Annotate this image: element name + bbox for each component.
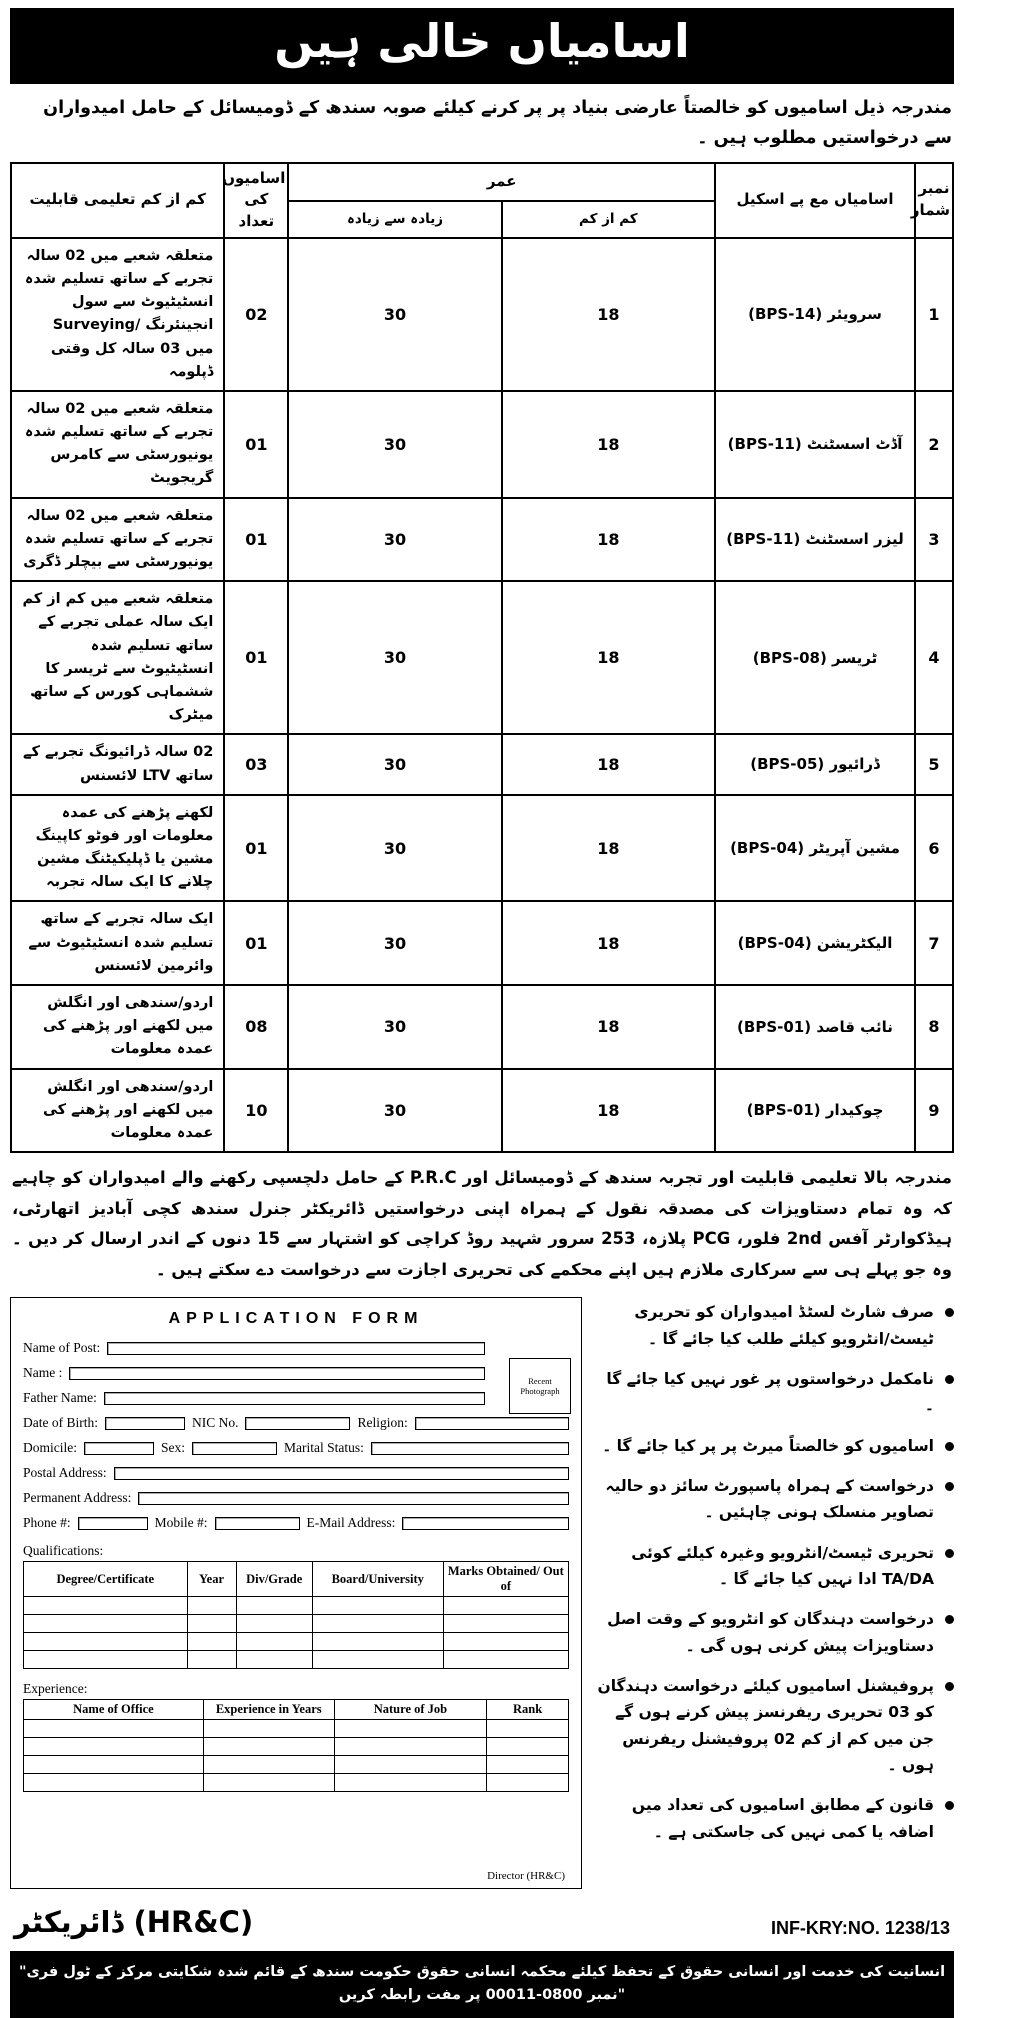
- job-serial: 4: [915, 581, 953, 734]
- exp-cell[interactable]: [203, 1756, 334, 1774]
- exp-cell[interactable]: [24, 1738, 204, 1756]
- qual-cell[interactable]: [312, 1615, 443, 1633]
- job-count: 08: [224, 985, 288, 1069]
- qualifications-empty-row: [24, 1597, 569, 1615]
- job-row: [11, 238, 953, 391]
- name-of-post-input[interactable]: [107, 1342, 485, 1355]
- field-label-nic-no: NIC No.: [191, 1415, 239, 1431]
- qualifications-empty-row: [24, 1615, 569, 1633]
- date-of-birth-input[interactable]: [105, 1417, 185, 1430]
- qual-header-board: Board/University: [312, 1562, 443, 1597]
- condition-text: پروفیشنل اسامیوں کیلئے درخواست دہندگان کو 03 تحریری ریفرنسز پیش کرنے ہوں گے جن میں کم از کم 02 پروفیشنل ریفرنس ہوں ۔: [597, 1676, 934, 1774]
- form-row-name-of-post: [23, 1340, 485, 1356]
- job-row: [11, 391, 953, 498]
- application-address-paragraph: مندرجہ بالا تعلیمی قابلیت اور تجربہ سندھ کے ڈومیسائل اور P.R.C کے حامل دلچسپی رکھنے والے امیدواران کو چاہیے کہ وہ تمام دستاویزات کی مصدقہ نقول کے ہمراہ اپنی درخواستیں ڈائریکٹر جنرل سندھ کچی آبادیز اتھارٹی، ہیڈکوارٹر آفس 2nd فلور، PCG پلازہ، 253 سرور شہید روڈ کراچی کو اشتہار سے 15 دنوں کے اندر ارسال کر دیں ۔ وہ جو پہلے ہی سے سرکاری ملازم ہیں اپنے محکمے کی تحریری اجازت سے درخواست دے سکتے ہیں ۔: [12, 1168, 952, 1279]
- job-row: [11, 901, 953, 985]
- job-age-min: 18: [502, 985, 715, 1069]
- exp-cell[interactable]: [24, 1774, 204, 1792]
- qualifications-empty-row: [24, 1633, 569, 1651]
- form-row-permanent-address: [23, 1490, 569, 1506]
- job-age-min: 18: [502, 238, 715, 391]
- condition-text: قانون کے مطابق اسامیوں کی تعداد میں اضافہ یا کمی نہیں کی جاسکتی ہے ۔: [631, 1796, 934, 1841]
- field-label-name-of-post: Name of Post:: [23, 1340, 101, 1356]
- name-input[interactable]: [69, 1367, 485, 1380]
- form-row-dob-nic-religion: [23, 1415, 569, 1431]
- job-qualification: متعلقہ شعبے میں 02 سالہ تجربے کے ساتھ تسلیم شدہ یونیورسٹی سے کامرس گریجویٹ: [11, 391, 224, 498]
- job-serial: 6: [915, 795, 953, 902]
- condition-item: [596, 1299, 954, 1352]
- job-age-min: 18: [502, 901, 715, 985]
- job-age-min: 18: [502, 795, 715, 902]
- job-age-min: 18: [502, 1069, 715, 1153]
- field-label-religion: Religion:: [357, 1415, 408, 1431]
- header-age-max: زیادہ سے زیادہ: [288, 201, 501, 237]
- job-age-max: 30: [288, 581, 501, 734]
- qual-cell[interactable]: [312, 1597, 443, 1615]
- footer-row: [14, 1905, 950, 1939]
- bullet-icon: [945, 1682, 954, 1691]
- form-row-domicile-sex-marital: [23, 1440, 569, 1456]
- experience-empty-row: [24, 1756, 569, 1774]
- field-label-email: E-Mail Address:: [306, 1515, 396, 1531]
- exp-cell[interactable]: [487, 1720, 569, 1738]
- condition-item: [596, 1473, 954, 1526]
- experience-table: [23, 1699, 569, 1792]
- field-label-date-of-birth: Date of Birth:: [23, 1415, 98, 1431]
- job-position: نائب قاصد (BPS-01): [715, 985, 915, 1069]
- job-row: [11, 795, 953, 902]
- bullet-icon: [945, 1615, 954, 1624]
- condition-text: تحریری ٹیسٹ/انٹرویو وغیرہ کیلئے کوئی TA/DA ادا نہیں کیا جائے گا ۔: [631, 1543, 934, 1588]
- exp-header-rank: Rank: [487, 1700, 569, 1720]
- job-qualification: متعلقہ شعبے میں 02 سالہ تجربے کے ساتھ تسلیم شدہ انسٹیٹیوٹ سے سول انجینئرنگ /Surveying میں 03 سالہ کل وقتی ڈپلومہ: [11, 238, 224, 391]
- header-age: عمر: [288, 163, 715, 202]
- photo-box: [509, 1358, 571, 1414]
- exp-cell[interactable]: [334, 1738, 487, 1756]
- condition-item: [596, 1673, 954, 1778]
- job-age-min: 18: [502, 498, 715, 582]
- job-qualification: متعلقہ شعبے میں 02 سالہ تجربے کے ساتھ تسلیم شدہ یونیورسٹی سے بیچلر ڈگری: [11, 498, 224, 582]
- qual-cell[interactable]: [312, 1651, 443, 1669]
- photo-box-label: Recent Photograph: [520, 1375, 560, 1397]
- job-qualification: 02 سالہ ڈرائیونگ تجربے کے ساتھ LTV لائسنس: [11, 734, 224, 794]
- job-serial: 8: [915, 985, 953, 1069]
- application-form: [10, 1297, 582, 1889]
- job-row: [11, 734, 953, 794]
- job-serial: 5: [915, 734, 953, 794]
- intro-text: مندرجہ ذیل اسامیوں کو خالصتاً عارضی بنیاد پر پر کرنے کیلئے صوبہ سندھ کے ڈومیسائل کے حامل امیدواران سے درخواستیں مطلوب ہیں ۔: [43, 98, 952, 148]
- qual-cell[interactable]: [187, 1651, 236, 1669]
- qual-cell[interactable]: [24, 1615, 188, 1633]
- job-age-max: 30: [288, 901, 501, 985]
- qual-cell[interactable]: [187, 1633, 236, 1651]
- experience-header-row: [24, 1700, 569, 1720]
- field-label-phone: Phone #:: [23, 1515, 71, 1531]
- job-age-max: 30: [288, 498, 501, 582]
- bullet-icon: [945, 1375, 954, 1384]
- exp-cell[interactable]: [487, 1774, 569, 1792]
- condition-text: صرف شارٹ لسٹڈ امیدواران کو تحریری ٹیسٹ/انٹرویو کیلئے طلب کیا جائے گا ۔: [634, 1303, 934, 1348]
- field-label-domicile: Domicile:: [23, 1440, 77, 1456]
- job-qualification: لکھنے پڑھنے کی عمدہ معلومات اور فوٹو کاپینگ مشین یا ڈپلیکیٹنگ مشین چلانے کا ایک سالہ تجربہ: [11, 795, 224, 902]
- job-position: ڈرائیور (BPS-05): [715, 734, 915, 794]
- qual-cell[interactable]: [443, 1597, 568, 1615]
- job-count: 01: [224, 795, 288, 902]
- domicile-input[interactable]: [84, 1442, 154, 1455]
- exp-header-years: Experience in Years: [203, 1700, 334, 1720]
- helpline-banner: [10, 1951, 954, 2017]
- condition-text: نامکمل درخواستوں پر غور نہیں کیا جائے گا ۔: [606, 1369, 934, 1415]
- field-label-postal-address: Postal Address:: [23, 1465, 107, 1481]
- experience-empty-row: [24, 1738, 569, 1756]
- job-position: مشین آپریٹر (BPS-04): [715, 795, 915, 902]
- form-title: APPLICATION FORM: [168, 1310, 424, 1328]
- vacancy-banner: [10, 8, 954, 84]
- qual-cell[interactable]: [236, 1615, 312, 1633]
- qualifications-empty-row: [24, 1651, 569, 1669]
- form-row-phone-mobile-email: [23, 1515, 569, 1531]
- advert-ref-number: INF-KRY:NO. 1238/13: [770, 1918, 950, 1939]
- job-age-max: 30: [288, 391, 501, 498]
- job-qualification: اردو/سندھی اور انگلش میں لکھنے اور پڑھنے کی عمدہ معلومات: [11, 1069, 224, 1153]
- job-row: [11, 1069, 953, 1153]
- helpline-banner-text: "انسانیت کی خدمت اور انسانی حقوق کے تحفظ کیلئے محکمہ انسانی حقوق حکومت سندھ کے قائم شدہ شکایتی مرکز کے ٹول فری نمبر 0800-00011 پر مفت رابطہ کریں": [18, 1964, 946, 2004]
- bullet-icon: [945, 1308, 954, 1317]
- email-input[interactable]: [402, 1517, 569, 1530]
- qual-cell[interactable]: [236, 1633, 312, 1651]
- qualifications-label: Qualifications:: [23, 1543, 104, 1559]
- nic-no-input[interactable]: [245, 1417, 350, 1430]
- qual-cell[interactable]: [187, 1597, 236, 1615]
- job-count: 01: [224, 901, 288, 985]
- bullet-icon: [945, 1801, 954, 1810]
- job-age-min: 18: [502, 734, 715, 794]
- experience-label: Experience:: [23, 1681, 88, 1697]
- job-position: آڈٹ اسسٹنٹ (BPS-11): [715, 391, 915, 498]
- job-serial: 7: [915, 901, 953, 985]
- job-age-max: 30: [288, 795, 501, 902]
- job-count: 01: [224, 581, 288, 734]
- job-age-max: 30: [288, 734, 501, 794]
- header-qualification: کم از کم تعلیمی قابلیت: [11, 163, 224, 238]
- job-row: [11, 498, 953, 582]
- marital-status-input[interactable]: [371, 1442, 569, 1455]
- job-age-max: 30: [288, 238, 501, 391]
- field-label-name: Name :: [23, 1365, 63, 1381]
- header-position: اسامیاں مع پے اسکیل: [715, 163, 915, 238]
- header-serial: نمبر شمار: [915, 163, 953, 238]
- sex-input[interactable]: [192, 1442, 277, 1455]
- job-position: الیکٹریشن (BPS-04): [715, 901, 915, 985]
- job-position: لیزر اسسٹنٹ (BPS-11): [715, 498, 915, 582]
- bullet-icon: [945, 1482, 954, 1491]
- qual-cell[interactable]: [236, 1597, 312, 1615]
- job-serial: 1: [915, 238, 953, 391]
- job-count: 03: [224, 734, 288, 794]
- condition-text: درخواست دہندگان کو انٹرویو کے وقت اصل دستاویزات پیش کرنی ہوں گی ۔: [607, 1610, 934, 1655]
- exp-cell[interactable]: [334, 1756, 487, 1774]
- job-age-min: 18: [502, 391, 715, 498]
- field-label-father-name: Father Name:: [23, 1390, 97, 1406]
- exp-cell[interactable]: [203, 1738, 334, 1756]
- mobile-input[interactable]: [215, 1517, 300, 1530]
- job-count: 01: [224, 498, 288, 582]
- exp-header-nature: Nature of Job: [334, 1700, 487, 1720]
- qual-header-marks: Marks Obtained/ Out of: [443, 1562, 568, 1597]
- jobs-header-row: [11, 163, 953, 202]
- qual-cell[interactable]: [443, 1615, 568, 1633]
- qualifications-header-row: [24, 1562, 569, 1597]
- field-label-marital-status: Marital Status:: [284, 1440, 364, 1456]
- job-qualification: اردو/سندھی اور انگلش میں لکھنے اور پڑھنے کی عمدہ معلومات: [11, 985, 224, 1069]
- conditions-list: [596, 1297, 954, 1889]
- qual-cell[interactable]: [187, 1615, 236, 1633]
- condition-item: [596, 1606, 954, 1659]
- condition-text: اسامیوں کو خالصتاً میرٹ پر پر کیا جائے گا ۔: [602, 1436, 934, 1455]
- newspaper-job-advert: [10, 8, 954, 2018]
- religion-input[interactable]: [415, 1417, 569, 1430]
- exp-cell[interactable]: [203, 1720, 334, 1738]
- job-qualification: ایک سالہ تجربے کے ساتھ تسلیم شدہ انسٹیٹیوٹ سے وائرمین لائسنس: [11, 901, 224, 985]
- qual-cell[interactable]: [24, 1651, 188, 1669]
- qual-cell[interactable]: [443, 1651, 568, 1669]
- exp-header-office: Name of Office: [24, 1700, 204, 1720]
- qual-cell[interactable]: [236, 1651, 312, 1669]
- header-age-min: کم از کم: [502, 201, 715, 237]
- qual-cell[interactable]: [24, 1597, 188, 1615]
- qualifications-table: [23, 1561, 569, 1669]
- condition-item: [596, 1540, 954, 1593]
- bullet-icon: [945, 1442, 954, 1451]
- qual-cell[interactable]: [24, 1633, 188, 1651]
- lower-section: [10, 1297, 954, 1889]
- qual-cell[interactable]: [443, 1633, 568, 1651]
- job-position: سرویئر (BPS-14): [715, 238, 915, 391]
- job-row: [11, 581, 953, 734]
- field-label-mobile: Mobile #:: [154, 1515, 208, 1531]
- exp-cell[interactable]: [487, 1738, 569, 1756]
- job-serial: 3: [915, 498, 953, 582]
- field-label-permanent-address: Permanent Address:: [23, 1490, 132, 1506]
- job-position: چوکیدار (BPS-01): [715, 1069, 915, 1153]
- postal-address-input[interactable]: [114, 1467, 569, 1480]
- job-count: 10: [224, 1069, 288, 1153]
- phone-input[interactable]: [78, 1517, 148, 1530]
- exp-cell[interactable]: [334, 1720, 487, 1738]
- exp-cell[interactable]: [487, 1756, 569, 1774]
- form-row-father-name: [23, 1390, 485, 1406]
- job-position: ٹریسر (BPS-08): [715, 581, 915, 734]
- experience-empty-row: [24, 1774, 569, 1792]
- job-count: 01: [224, 391, 288, 498]
- field-label-sex: Sex:: [161, 1440, 186, 1456]
- qual-header-div-grade: Div/Grade: [236, 1562, 312, 1597]
- job-serial: 9: [915, 1069, 953, 1153]
- qual-cell[interactable]: [312, 1633, 443, 1651]
- bullet-icon: [945, 1549, 954, 1558]
- experience-empty-row: [24, 1720, 569, 1738]
- job-count: 02: [224, 238, 288, 391]
- qual-header-year: Year: [187, 1562, 236, 1597]
- exp-cell[interactable]: [24, 1720, 204, 1738]
- job-age-max: 30: [288, 1069, 501, 1153]
- job-age-min: 18: [502, 581, 715, 734]
- vacancy-banner-title: اسامیاں خالی ہیں: [274, 14, 690, 68]
- condition-item: [596, 1433, 954, 1459]
- job-row: [11, 985, 953, 1069]
- jobs-table: [10, 162, 954, 1154]
- condition-item: [596, 1366, 954, 1419]
- qual-header-degree: Degree/Certificate: [24, 1562, 188, 1597]
- exp-cell[interactable]: [334, 1774, 487, 1792]
- permanent-address-input[interactable]: [138, 1492, 569, 1505]
- job-age-max: 30: [288, 985, 501, 1069]
- condition-item: [596, 1792, 954, 1845]
- job-serial: 2: [915, 391, 953, 498]
- director-signature: ڈائریکٹر (HR&C): [14, 1905, 254, 1940]
- job-qualification: متعلقہ شعبے میں کم از کم ایک سالہ عملی تجربے کے ساتھ تسلیم شدہ انسٹیٹیوٹ سے ٹریسر کا ششماہی کورس کے ساتھ میٹرک: [11, 581, 224, 734]
- form-row-name: [23, 1365, 485, 1381]
- form-signature: Director (HR&C): [487, 1870, 565, 1883]
- header-count: اسامیوں کی تعداد: [224, 163, 288, 238]
- father-name-input[interactable]: [104, 1392, 485, 1405]
- condition-text: درخواست کے ہمراہ پاسپورٹ سائز دو حالیہ تصاویر منسلک ہونی چاہئیں ۔: [605, 1476, 934, 1522]
- form-row-postal-address: [23, 1465, 569, 1481]
- exp-cell[interactable]: [24, 1756, 204, 1774]
- exp-cell[interactable]: [203, 1774, 334, 1792]
